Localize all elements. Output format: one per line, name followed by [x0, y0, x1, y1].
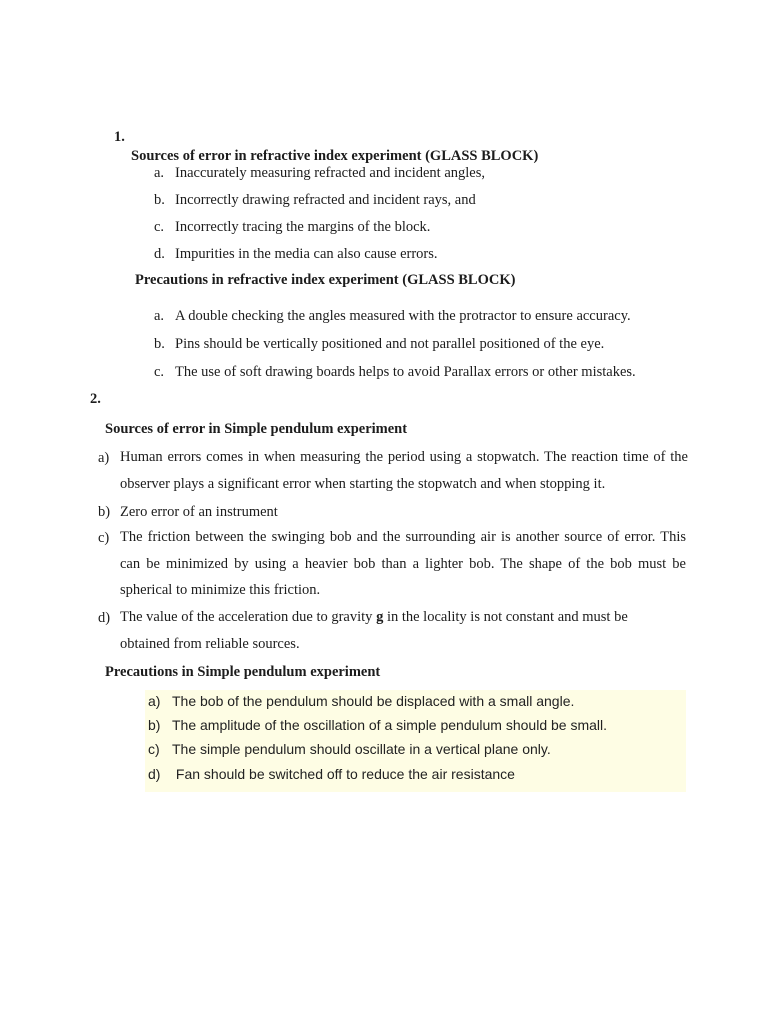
list-marker: b.: [154, 336, 165, 352]
section-1-precautions-heading: Precautions in refractive index experiment (GLASS BLOCK): [135, 272, 516, 288]
list-item-text: The amplitude of the oscillation of a simple pendulum should be small.: [172, 717, 608, 733]
list-item-text: Inaccurately measuring refracted and incident angles,: [175, 165, 485, 181]
list-marker: c.: [154, 364, 165, 380]
list-item-text-part: The value of the acceleration due to gravity: [120, 609, 377, 625]
list-item-text: Fan should be switched off to reduce the air resistance: [172, 766, 515, 782]
list-marker: d): [148, 766, 161, 782]
section-2-errors-heading: Sources of error in Simple pendulum experiment: [105, 421, 408, 437]
section-1-number: 1.: [114, 129, 125, 145]
list-item-text: The simple pendulum should oscillate in a vertical plane only.: [172, 741, 551, 757]
list-item-text: The use of soft drawing boards helps to avoid Parallax errors or other mistakes.: [175, 364, 636, 380]
list-item-text-part: in the locality is not constant and must be obtained from reliable sources.: [120, 609, 628, 652]
list-marker: c.: [154, 219, 165, 235]
list-marker: a.: [154, 165, 165, 181]
gravity-symbol: g: [376, 609, 384, 625]
list-marker: d): [98, 610, 111, 626]
list-item-text: Pins should be vertically positioned and not parallel positioned of the eye.: [175, 336, 605, 352]
list-item-text: Zero error of an instrument: [120, 504, 278, 520]
list-marker: b): [98, 504, 111, 520]
section-2-number: 2.: [90, 391, 101, 407]
list-item-text: Human errors comes in when measuring the period using a stopwatch. The reaction time of the observer plays a significant error when starting the stopwatch and when stopping it.: [120, 449, 688, 492]
list-item-text: The friction between the swinging bob and the surrounding air is another source of error. This can be minimized by using a heavier bob than a lighter bob. The shape of the bob must be spherical to minimize this friction.: [120, 529, 686, 599]
list-item-text: A double checking the angles measured with the protractor to ensure accuracy.: [175, 308, 631, 324]
list-marker: c): [98, 530, 110, 546]
list-marker: d.: [154, 246, 165, 262]
section-1-errors-heading: Sources of error in refractive index experiment (GLASS BLOCK): [131, 148, 539, 164]
list-item-text: Incorrectly tracing the margins of the block.: [175, 219, 431, 235]
list-marker: a.: [154, 308, 165, 324]
list-item-text: Incorrectly drawing refracted and incident rays, and: [175, 192, 476, 208]
list-item-text: [120, 604, 662, 657]
list-marker: c): [148, 741, 160, 757]
list-marker: b.: [154, 192, 165, 208]
list-item-text: The bob of the pendulum should be displaced with a small angle.: [172, 693, 575, 709]
list-marker: a): [148, 693, 161, 709]
list-marker: a): [98, 450, 110, 466]
section-2-precautions-heading: Precautions in Simple pendulum experiment: [105, 664, 381, 680]
list-item-text: Impurities in the media can also cause errors.: [175, 246, 438, 262]
list-marker: b): [148, 717, 161, 733]
